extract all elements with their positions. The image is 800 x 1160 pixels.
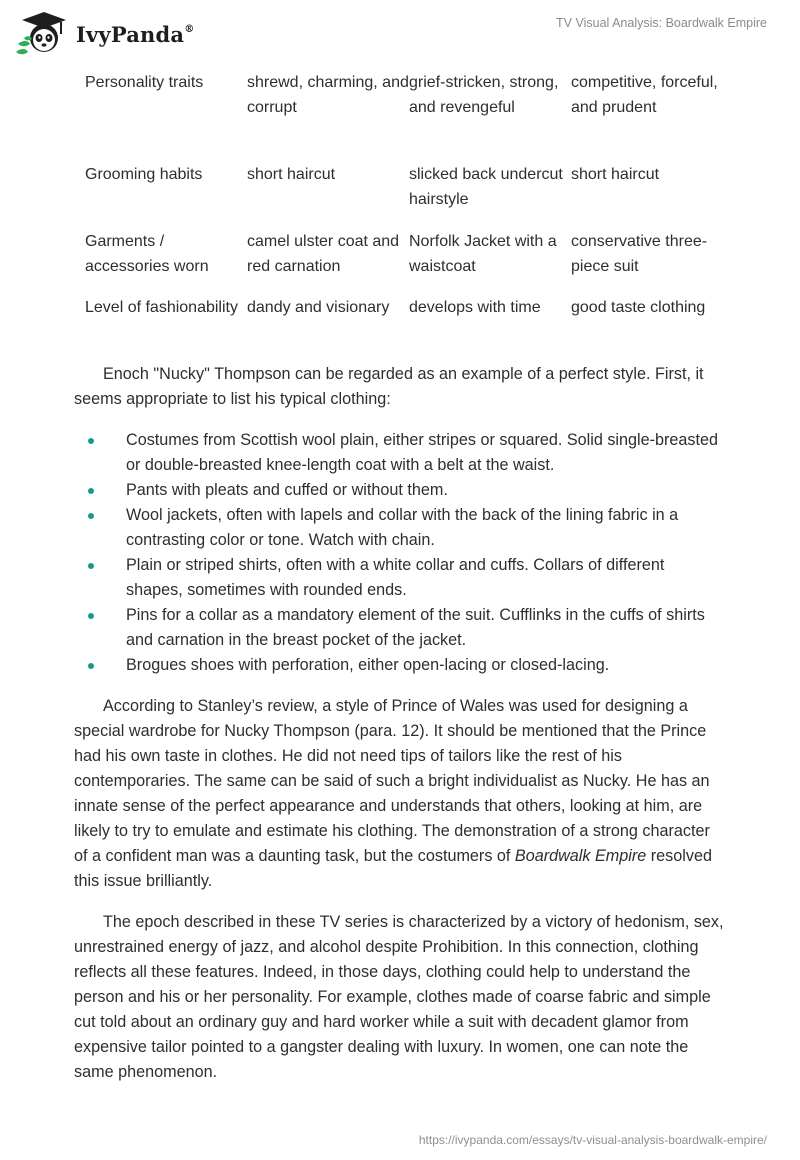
bullet-icon xyxy=(88,513,94,519)
paragraph-epoch: The epoch described in these TV series is characterized by a victory of hedonism, sex, unrestrained energy of jazz, and alcohol despite Prohibition. In this connection, clothing reflects all these features. Indeed, in those days, clothing could help to understand the person and his or her personality. For example, clothes made of coarse fabric and simple cut told about an ordinary guy and hard worker while a suit with decadent glamor from expensive tailor pointed to a gangster dealing with luxury. In women, one can note the same phenomenon. xyxy=(74,913,724,1081)
show-title-italic: Boardwalk Empire xyxy=(514,847,647,865)
table-cell: Norfolk Jacket with a waistcoat xyxy=(409,233,557,275)
list-item: Brogues shoes with perforation, either open-lacing or closed-lacing. xyxy=(74,653,724,678)
table-cell: Personality traits xyxy=(85,74,204,91)
document-title: TV Visual Analysis: Boardwalk Empire xyxy=(556,16,767,30)
table-cell: short haircut xyxy=(247,166,336,183)
table-cell: conservative three-piece suit xyxy=(571,233,708,275)
table-row xyxy=(85,295,745,355)
table-cell: grief-stricken, strong, and revengeful xyxy=(409,74,559,116)
paragraph-intro: Enoch "Nucky" Thompson can be regarded as an example of a perfect style. First, it seems appropriate to list his typical clothing: xyxy=(74,365,704,408)
table-row xyxy=(85,70,745,162)
bullet-icon xyxy=(88,438,94,444)
panda-graduate-icon xyxy=(14,10,70,56)
ivypanda-logo[interactable] xyxy=(14,10,194,56)
bullet-icon xyxy=(88,563,94,569)
table-cell: develops with time xyxy=(409,299,541,316)
table-cell: shrewd, charming, and corrupt xyxy=(247,74,409,116)
table-cell: dandy and visionary xyxy=(247,299,390,316)
table-cell: camel ulster coat and red carnation xyxy=(247,233,400,275)
list-item: Costumes from Scottish wool plain, either stripes or squared. Solid single-breasted or double-breasted knee-length coat with a belt at the waist. xyxy=(74,428,724,478)
table-cell: good taste clothing xyxy=(571,299,706,316)
logo-text: IvyPanda® xyxy=(76,21,195,47)
source-url[interactable]: https://ivypanda.com/essays/tv-visual-analysis-boardwalk-empire/ xyxy=(418,1133,767,1147)
bullet-icon xyxy=(88,488,94,494)
list-item: Plain or striped shirts, often with a white collar and cuffs. Collars of different shapes, sometimes with rounded ends. xyxy=(74,553,724,603)
list-item: Wool jackets, often with lapels and collar with the back of the lining fabric in a contrasting color or tone. Watch with chain. xyxy=(74,503,724,553)
list-item: Pants with pleats and cuffed or without them. xyxy=(74,478,724,503)
article-body xyxy=(74,362,724,1085)
clothing-list xyxy=(74,428,724,678)
list-item: Pins for a collar as a mandatory element of the suit. Cufflinks in the cuffs of shirts and carnation in the breast pocket of the jacket. xyxy=(74,603,724,653)
table-cell: Grooming habits xyxy=(85,166,203,183)
table-cell: Level of fashionability xyxy=(85,299,238,316)
table-cell: short haircut xyxy=(571,166,660,183)
comparison-table xyxy=(85,70,745,355)
page-header xyxy=(0,0,800,62)
table-cell: Garments / accessories worn xyxy=(85,233,209,275)
paragraph-stanley-review: According to Stanley’s review, a style of Prince of Wales was used for designing a special wardrobe for Nucky Thompson (para. 12). It should be mentioned that the Prince had his own taste in clothes. He did not need tips of tailors like the rest of his contemporaries. The same can be said of such a bright individualist as Nucky. He has an innate sense of the perfect appearance and understands that others, looking at him, are likely to try to emulate and estimate his clothing. The demonstration of a strong character of a confident man was a daunting task, but the costumers of Boardwalk Empire resolved this issue brilliantly. xyxy=(74,697,712,890)
bullet-icon xyxy=(88,663,94,669)
table-row xyxy=(85,229,745,295)
table-row xyxy=(85,162,745,229)
bullet-icon xyxy=(88,613,94,619)
table-cell: competitive, forceful, and prudent xyxy=(571,74,718,116)
table-cell: slicked back undercut hairstyle xyxy=(409,166,563,208)
